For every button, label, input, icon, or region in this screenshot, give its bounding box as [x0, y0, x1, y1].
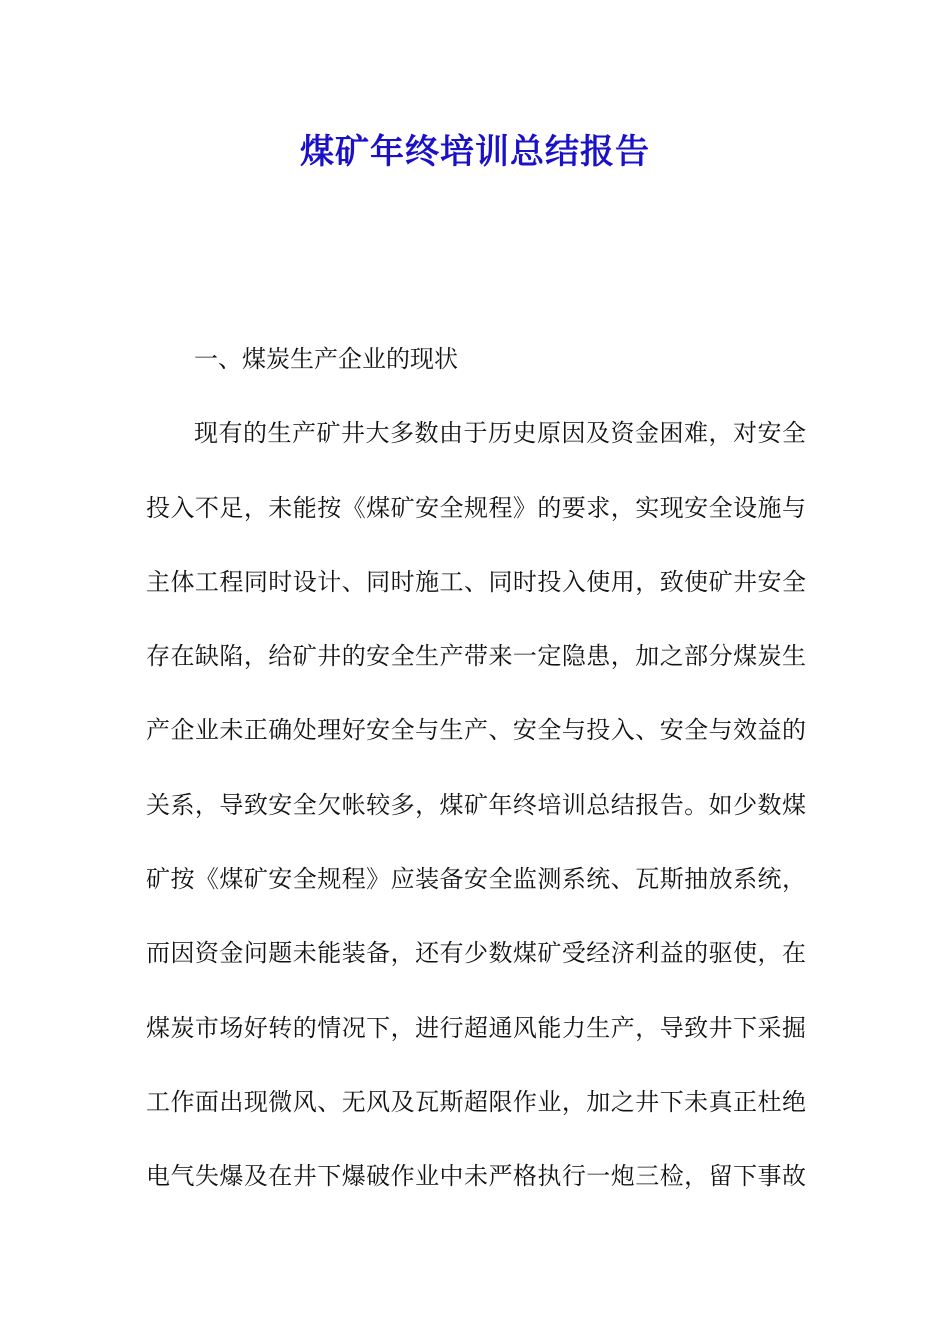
paragraph-line: 关系，导致安全欠帐较多，煤矿年终培训总结报告。如少数煤 — [146, 790, 806, 819]
paragraph-line: 工作面出现微风、无风及瓦斯超限作业，加之井下未真正杜绝 — [146, 1087, 806, 1116]
paragraph-line: 电气失爆及在井下爆破作业中未严格执行一炮三检，留下事故 — [146, 1162, 806, 1191]
paragraph-line: 投入不足，未能按《煤矿安全规程》的要求，实现安全设施与 — [146, 493, 806, 522]
paragraph-line: 而因资金问题未能装备，还有少数煤矿受经济利益的驱使，在 — [146, 939, 806, 968]
paragraph-line: 主体工程同时设计、同时施工、同时投入使用，致使矿井安全 — [146, 567, 806, 596]
document-body — [146, 334, 806, 1226]
paragraph-line: 存在缺陷，给矿井的安全生产带来一定隐患，加之部分煤炭生 — [146, 642, 806, 671]
section-heading: 一、煤炭生产企业的现状 — [194, 345, 458, 373]
paragraph-line: 产企业未正确处理好安全与生产、安全与投入、安全与效益的 — [146, 716, 806, 745]
document-title: 煤矿年终培训总结报告 — [300, 132, 650, 172]
paragraph-line: 矿按《煤矿安全规程》应装备安全监测系统、瓦斯抽放系统， — [146, 865, 806, 894]
paragraph-line: 现有的生产矿井大多数由于历史原因及资金困难，对安全 — [194, 419, 806, 448]
paragraph-line: 煤炭市场好转的情况下，进行超通风能力生产，导致井下采掘 — [146, 1013, 806, 1042]
